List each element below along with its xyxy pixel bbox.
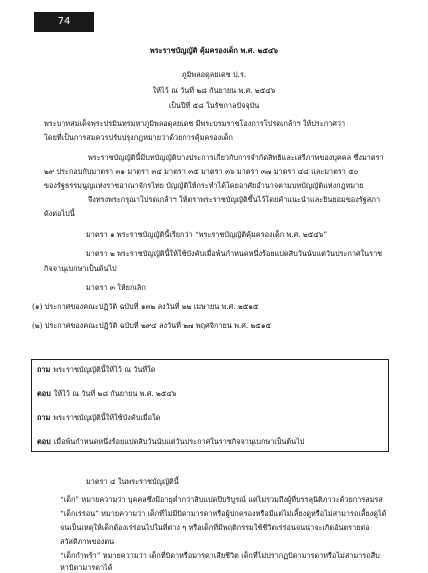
answer-label: ตอบ [37, 389, 51, 398]
royal-signature-line: ภูมิพลอดุลยเดช ป.ร. [181, 70, 247, 79]
preamble-line: จึงทรงพระกรุณาโปรดเกล้าฯ ให้ตราพระราชบัญญัติขึ้นไว้โดยคำแนะนำและยินยอมของรัฐสภา [88, 195, 381, 204]
answer-text: ให้ไว้ ณ วันที่ ๒๘ กันยายน พ.ศ. ๒๕๔๖ [53, 389, 177, 398]
answer-label: ตอบ [37, 437, 51, 446]
section-2-continued: กิจจานุเบกษาเป็นต้นไป [44, 264, 117, 273]
definition-line: หาบิดามารดาได้ [60, 563, 113, 572]
qa-answer-2 [37, 436, 304, 447]
definition-line: “เด็ก” หมายความว่า บุคคลซึ่งมีอายุต่ำกว่าสิบแปดปีบริบูรณ์ แต่ไม่รวมถึงผู้ที่บรรลุนิติภาวะด้วยการสมรส [60, 495, 383, 504]
definition-line: จนเป็นเหตุให้เด็กต้องเร่ร่อนไปในที่ต่าง ๆ หรือเด็กที่มีพฤติกรรมใช้ชีวิตเร่ร่อนจนน่าจะเกิดอันตรายต่อ [60, 523, 370, 532]
reign-year-line: เป็นปีที่ ๕๘ ในรัชกาลปัจจุบัน [168, 101, 260, 110]
preamble-line: ดังต่อไปนี้ [44, 209, 75, 218]
definition-line: “เด็กกำพร้า” หมายความว่า เด็กที่บิดาหรือมารดาเสียชีวิต เด็กที่ไม่ปรากฏบิดามารดาหรือไม่สามารถสืบ [60, 551, 380, 560]
preamble-line: โดยที่เป็นการสมควรปรับปรุงกฎหมายว่าด้วยการคุ้มครองเด็ก [44, 133, 233, 142]
preamble-line: พระราชบัญญัตินี้มีบทบัญญัติบางประการเกี่ยวกับการจำกัดสิทธิและเสรีภาพของบุคคล ซึ่งมาตรา [88, 153, 384, 162]
page-number-badge: 74 [34, 12, 94, 32]
qa-question-1 [37, 364, 156, 375]
repealed-item: (๒) ประกาศของคณะปฏิวัติ ฉบับที่ ๒๙๔ ลงวันที่ ๒๗ พฤศจิกายน พ.ศ. ๒๕๑๕ [32, 321, 271, 330]
question-label: ถาม [37, 365, 51, 374]
qa-answer-1 [37, 388, 177, 399]
definition-line: “เด็กเร่ร่อน” หมายความว่า เด็กที่ไม่มีบิดามารดาหรือผู้ปกครองหรือมีแต่ไม่เลี้ยงดูหรือไม่สามารถเลี้ยงดูได้ [60, 509, 387, 518]
section-2: มาตรา ๒ พระราชบัญญัตินี้ให้ใช้บังคับเมื่อพ้นกำหนดหนึ่งร้อยแปดสิบวันนับแต่วันประกาศในราช [86, 249, 383, 258]
preamble-line: ของรัฐธรรมนูญแห่งราชอาณาจักรไทย บัญญัติให้กระทำได้โดยอาศัยอำนาจตามบทบัญญัติแห่งกฎหมาย [44, 181, 364, 190]
act-title: พระราชบัญญัติ คุ้มครองเด็ก พ.ศ. ๒๕๔๖ [149, 46, 279, 55]
section-4: มาตรา ๔ ในพระราชบัญญัตินี้ [86, 477, 179, 486]
answer-text: เมื่อพ้นกำหนดหนึ่งร้อยแปดสิบวันนับแต่วันประกาศในราชกิจจานุเบกษาเป็นต้นไป [53, 437, 305, 446]
preamble-line: พระบาทสมเด็จพระปรมินทรมหาภูมิพลอดุลยเดช มีพระบรมราชโองการโปรดเกล้าฯ ให้ประกาศว่า [44, 119, 346, 128]
given-date-line: ให้ไว้ ณ วันที่ ๒๘ กันยายน พ.ศ. ๒๕๔๖ [152, 86, 276, 95]
section-1: มาตรา ๑ พระราชบัญญัตินี้เรียกว่า “พระราชบัญญัติคุ้มครองเด็ก พ.ศ. ๒๕๔๖” [86, 230, 328, 239]
preamble-line: ๒๙ ประกอบกับมาตรา ๓๑ มาตรา ๓๔ มาตรา ๓๕ มาตรา ๓๖ มาตรา ๓๗ มาตรา ๔๘ และมาตรา ๕๐ [44, 167, 359, 176]
qa-question-2 [37, 412, 160, 423]
question-text: พระราชบัญญัตินี้ให้ไว้ ณ วันที่ใด [53, 365, 156, 374]
section-3: มาตรา ๓ ให้ยกเลิก [86, 283, 146, 292]
definition-line: สวัสดิภาพของตน [60, 537, 115, 546]
question-label: ถาม [37, 413, 51, 422]
question-text: พระราชบัญญัตินี้ให้ใช้บังคับเมื่อใด [53, 413, 161, 422]
qa-box [31, 359, 389, 452]
repealed-item: (๑) ประกาศของคณะปฏิวัติ ฉบับที่ ๑๓๒ ลงวันที่ ๒๒ เมษายน พ.ศ. ๒๕๑๕ [32, 302, 259, 311]
